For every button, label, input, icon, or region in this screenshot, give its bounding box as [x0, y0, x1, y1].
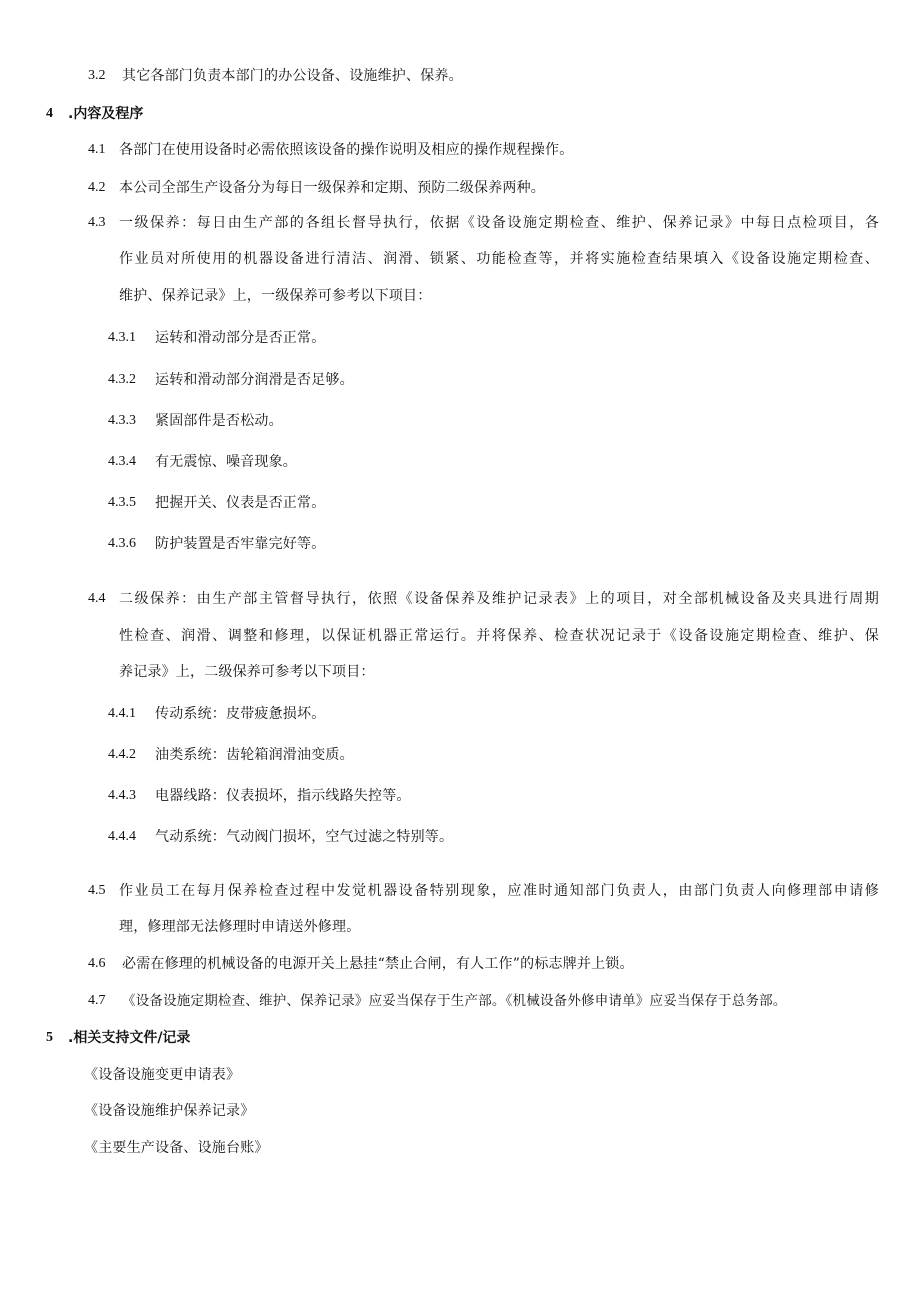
- subitem-number: 4.3.1: [108, 330, 136, 345]
- item-text: 本公司全部生产设备分为每日一级保养和定期、预防二级保养两种。: [119, 180, 545, 196]
- item-text-line: 理，修理部无法修理时申请送外修理。: [119, 919, 361, 935]
- record-item: 《设备设施维护保养记录》: [84, 1103, 255, 1119]
- subitem-text: 传动系统：皮带疲惫损坏。: [155, 706, 326, 722]
- subitem-text: 把握开关、仪表是否正常。: [155, 495, 326, 511]
- item-text: 其它各部门负责本部门的办公设备、设施维护、保养。: [122, 68, 463, 84]
- item-number: 4.7: [88, 993, 106, 1008]
- subitem-number: 4.4.3: [108, 788, 136, 803]
- section-title: .相关支持文件/记录: [68, 1030, 191, 1046]
- subitem-number: 4.4.4: [108, 829, 136, 844]
- subitem-text: 紧固部件是否松动。: [155, 413, 283, 429]
- item-text-line: 作业员工在每月保养检查过程中发觉机器设备特别现象，应准时通知部门负责人，由部门负责人向修理部申请修: [119, 883, 879, 899]
- subitem-number: 4.4.1: [108, 706, 136, 721]
- subitem-text: 防护装置是否牢靠完好等。: [155, 536, 326, 552]
- item-text-line: 维护、保养记录》上，一级保养可参考以下项目：: [119, 288, 432, 304]
- section-number: 4: [46, 106, 53, 121]
- item-text: 各部门在使用设备时必需依照该设备的操作说明及相应的操作规程操作。: [119, 142, 574, 158]
- subitem-text: 有无震惊、噪音现象。: [155, 454, 297, 470]
- item-text-line: 养记录》上，二级保养可参考以下项目：: [119, 664, 375, 680]
- item-text-line: 作业员对所使用的机器设备进行清洁、润滑、锁紧、功能检查等，并将实施检查结果填入《设备设施定期检查、: [119, 251, 879, 267]
- item-text-line: 性检查、润滑、调整和修理，以保证机器正常运行。并将保养、检查状况记录于《设备设施定期检查、维护、保: [119, 628, 879, 644]
- subitem-text: 油类系统：齿轮箱润滑油变质。: [155, 747, 354, 763]
- subitem-number: 4.3.3: [108, 413, 136, 428]
- record-item: 《主要生产设备、设施台账》: [84, 1140, 269, 1156]
- item-text-line: 二级保养：由生产部主管督导执行，依照《设备保养及维护记录表》上的项目，对全部机械设备及夹具进行周期: [119, 591, 879, 607]
- section-title: .内容及程序: [68, 106, 144, 122]
- item-text: 必需在修理的机械设备的电源开关上悬挂“禁止合闸，有人工作”的标志牌并上锁。: [122, 956, 634, 972]
- subitem-number: 4.4.2: [108, 747, 136, 762]
- item-number: 4.2: [88, 180, 106, 195]
- subitem-text: 运转和滑动部分是否正常。: [155, 330, 326, 346]
- item-number: 4.4: [88, 591, 106, 606]
- item-text: 《设备设施定期检查、维护、保养记录》应妥当保存于生产部。《机械设备外修申请单》应妥当保存于总务部。: [122, 993, 787, 1009]
- subitem-text: 电器线路：仪表损坏，指示线路失控等。: [155, 788, 411, 804]
- subitem-number: 4.3.6: [108, 536, 136, 551]
- subitem-text: 运转和滑动部分润滑是否足够。: [155, 372, 354, 388]
- item-number: 4.6: [88, 956, 106, 971]
- item-text-line: 一级保养：每日由生产部的各组长督导执行，依据《设备设施定期检查、维护、保养记录》中每日点检项目，各: [119, 215, 879, 231]
- item-number: 4.1: [88, 142, 106, 157]
- item-number: 3.2: [88, 68, 106, 83]
- subitem-text: 气动系统：气动阀门损坏，空气过滤之特别等。: [155, 829, 454, 845]
- section-number: 5: [46, 1030, 53, 1045]
- item-number: 4.5: [88, 883, 106, 898]
- subitem-number: 4.3.2: [108, 372, 136, 387]
- item-number: 4.3: [88, 215, 106, 230]
- subitem-number: 4.3.5: [108, 495, 136, 510]
- subitem-number: 4.3.4: [108, 454, 136, 469]
- record-item: 《设备设施变更申请表》: [84, 1067, 241, 1083]
